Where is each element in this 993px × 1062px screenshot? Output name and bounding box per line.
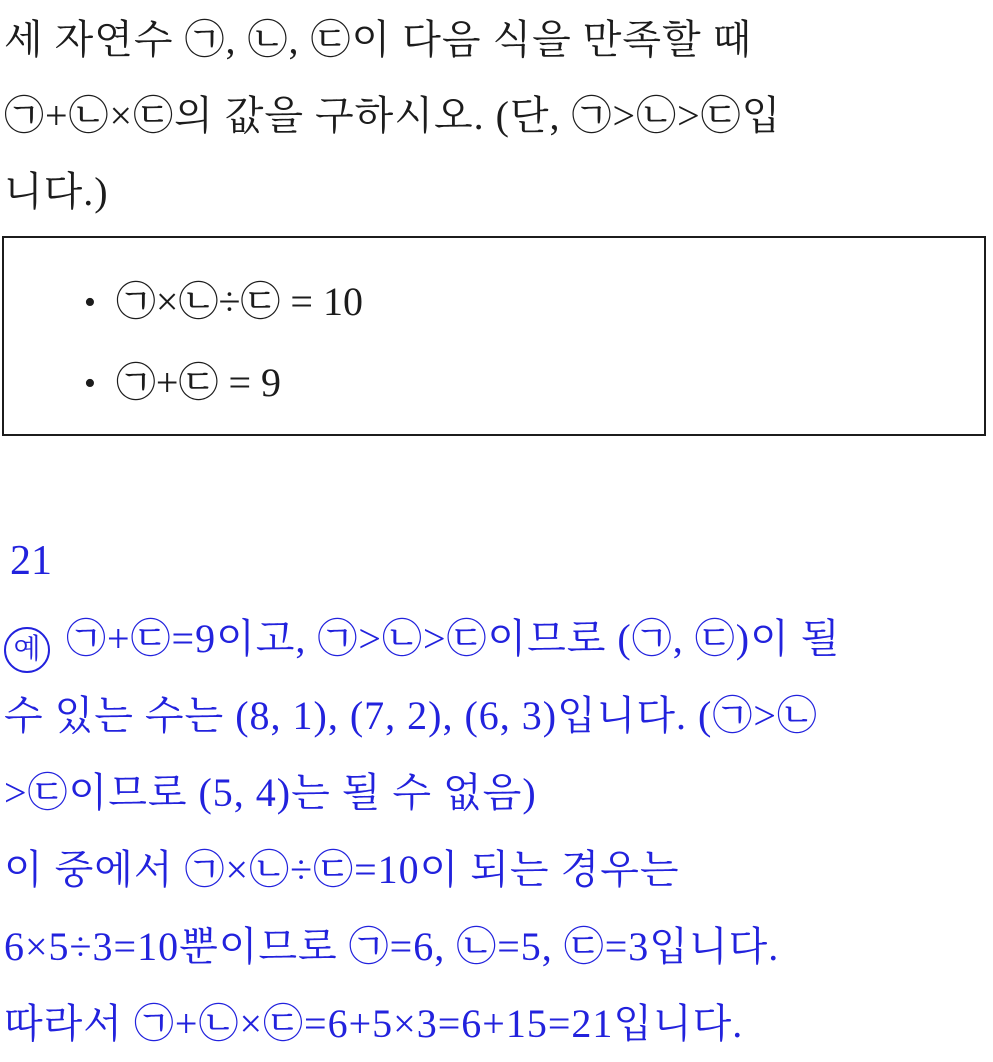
solution-line-text: ㉠+㉢=9이고, ㉠>㉡>㉢이므로 (㉠, ㉢)이 될 <box>66 616 841 661</box>
condition-box <box>2 236 986 436</box>
solution-section <box>0 536 993 1062</box>
condition-item: • ㉠×㉡÷㉢ = 10 <box>4 262 984 343</box>
problem-line: ㉠+㉡×㉢의 값을 구하시오. (단, ㉠>㉡>㉢입 <box>4 93 782 138</box>
solution-line: 수 있는 수는 (8, 1), (7, 2), (6, 3)입니다. (㉠>㉡ <box>4 693 818 738</box>
solution-explanation <box>4 600 989 1062</box>
solution-line <box>4 600 989 677</box>
solution-line: 이 중에서 ㉠×㉡÷㉢=10이 되는 경우는 <box>4 847 680 892</box>
solution-line: 6×5÷3=10뿐이므로 ㉠=6, ㉡=5, ㉢=3입니다. <box>4 924 780 969</box>
solution-line: >㉢이므로 (5, 4)는 될 수 없음) <box>4 770 537 815</box>
problem-line: 니다.) <box>4 169 109 214</box>
problem-statement <box>0 0 993 230</box>
problem-line: 세 자연수 ㉠, ㉡, ㉢이 다음 식을 만족할 때 <box>4 17 753 62</box>
solution-line: 따라서 ㉠+㉡×㉢=6+5×3=6+15=21입니다. <box>4 1001 744 1046</box>
example-marker: 예 <box>4 627 50 673</box>
condition-item: • ㉠+㉢ = 9 <box>4 343 984 424</box>
answer-value: 21 <box>10 538 52 584</box>
